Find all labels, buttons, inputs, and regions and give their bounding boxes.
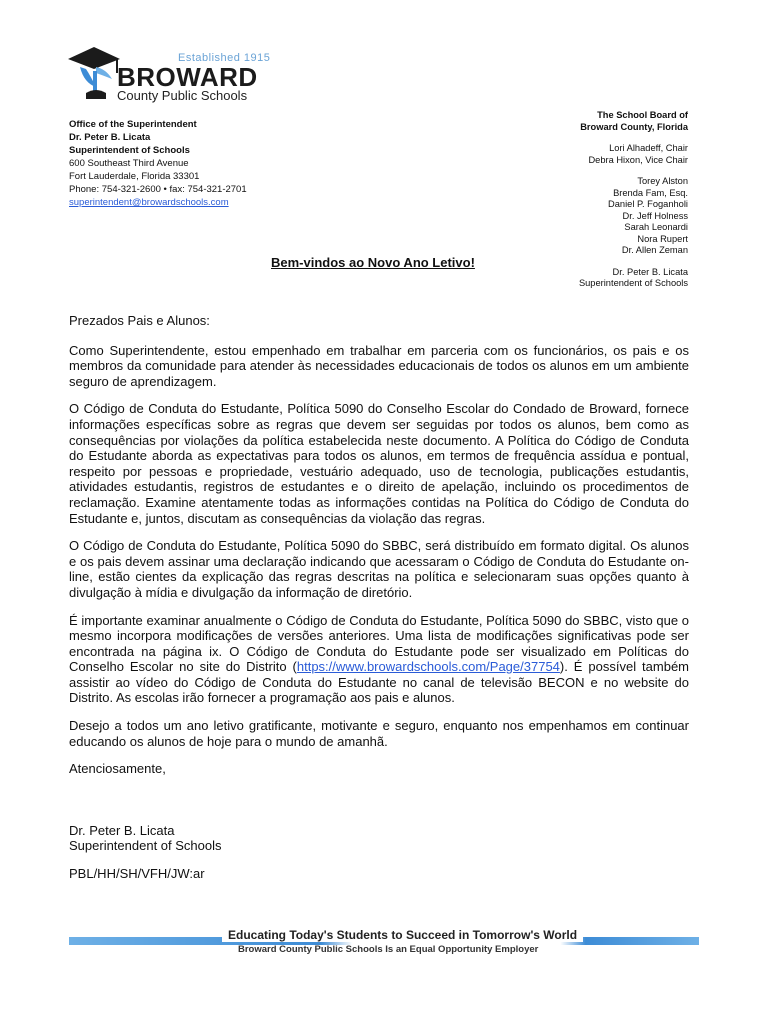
paragraph-5: Desejo a todos um ano letivo gratificante, motivante e seguro, enquanto nos empenhamos em continuar educando os alunos de hoje para o mundo de amanhã. [69, 718, 689, 749]
office-address2: Fort Lauderdale, Florida 33301 [69, 171, 200, 182]
greeting: Prezados Pais e Alunos: [69, 313, 210, 328]
office-line1: Office of the Superintendent [69, 119, 197, 130]
footer-eoe: Broward County Public Schools Is an Equal Opportunity Employer [238, 944, 539, 955]
paragraph-4-part-a: É importante examinar anualmente o Código de Conduta do Estudante, Política 5090 do SBBC, visto que o mesmo incorpora modificações de versões anteriores. Uma lista de modificações significativas pode ser encontrada na página ix. O Código de Conduta do Estudante pode ser visualizado em Políticas do Conselho Escolar no site do Distrito ( [69, 612, 689, 675]
board-vice-chair: Debra Hixon, Vice Chair [588, 154, 688, 165]
signature-title: Superintendent of Schools [69, 838, 222, 854]
board-chair: Lori Alhadeff, Chair [609, 143, 688, 153]
board-supt-title: Superintendent of Schools [578, 278, 688, 288]
paragraph-2: O Código de Conduta do Estudante, Política 5090 do Conselho Escolar do Condado de Broward, fornece informações específicas sobre as regras que devem ser seguidas por todos os alunos, bem como as consequências por violações da política estabelecida neste documento. A Política do Código de Conduta do Estudante aborda as expectativas para todos os alunos, em termos de frequência assídua e pontual, respeito por pessoas e propriedade, vestuário adequado, uso de tecnologia, publicações estudantis, atividades estudantis, registros de estudantes e o direito de apelação, incluindo os procedimentos de reclamação. Examine atentamente todas as informações contidas na Política do Código de Conduta do Estudante e, juntos, discutam as consequências da violação das regras. [69, 401, 689, 526]
board-member: Nora Rupert [637, 233, 688, 244]
board-member: Sarah Leonardi [624, 222, 688, 232]
letter-body [69, 313, 689, 894]
paragraph-3: O Código de Conduta do Estudante, Política 5090 do SBBC, será distribuído em formato digital. Os alunos e os pais devem assinar uma declaração indicando que acessaram o Código de Conduta do Estudante on-line, estão cientes da explicação das regras descritas na política e selecionaram suas opções quanto à divulgação à mídia e divulgação da informação de diretório. [69, 538, 689, 600]
school-board-block [579, 110, 688, 290]
letter-title: Bem-vindos ao Novo Ano Letivo! [271, 255, 475, 270]
established-text: Established 1915 [178, 52, 271, 64]
policy-link[interactable]: https://www.browardschools.com/Page/37754 [296, 659, 560, 675]
board-member: Dr. Jeff Holness [622, 210, 688, 221]
board-member: Torey Alston [637, 176, 688, 186]
office-block [69, 118, 247, 209]
footer-motto: Educating Today's Students to Succeed in Tomorrow's World [222, 928, 583, 942]
office-line3: Superintendent of Schools [69, 145, 190, 156]
org-name: BROWARD [117, 62, 258, 92]
signature-name: Dr. Peter B. Licata [69, 822, 175, 838]
board-member: Brenda Fam, Esq. [613, 187, 688, 198]
office-line2: Dr. Peter B. Licata [69, 132, 151, 143]
board-member: Daniel P. Foganholi [608, 199, 688, 209]
board-title2: Broward County, Florida [580, 121, 688, 132]
board-member: Dr. Allen Zeman [621, 245, 688, 255]
office-phone: Phone: 754-321-2600 • fax: 754-321-2701 [69, 184, 247, 195]
paragraph-4-part-b: ). É possível também assistir ao vídeo do Código de Conduta do Estudante no canal de televisão BECON e no website do Distrito. As escolas irão fornecer a programação aos pais e alunos. [69, 659, 689, 706]
closing: Atenciosamente, [69, 761, 166, 777]
paragraph-4 [69, 613, 689, 707]
initials: PBL/HH/SH/VFH/JW:ar [69, 866, 205, 882]
board-title1: The School Board of [597, 110, 688, 120]
office-email-link[interactable]: superintendent@browardschools.com [69, 197, 229, 208]
org-subtitle: County Public Schools [117, 88, 248, 103]
office-address1: 600 Southeast Third Avenue [69, 158, 189, 169]
paragraph-1: Como Superintendente, estou empenhado em trabalhar em parceria com os funcionários, os pais e os membros da comunidade para atender às necessidades educacionais de todos os alunos em um ambiente seguro de aprendizagem. [69, 342, 689, 389]
board-supt-name: Dr. Peter B. Licata [612, 266, 688, 277]
